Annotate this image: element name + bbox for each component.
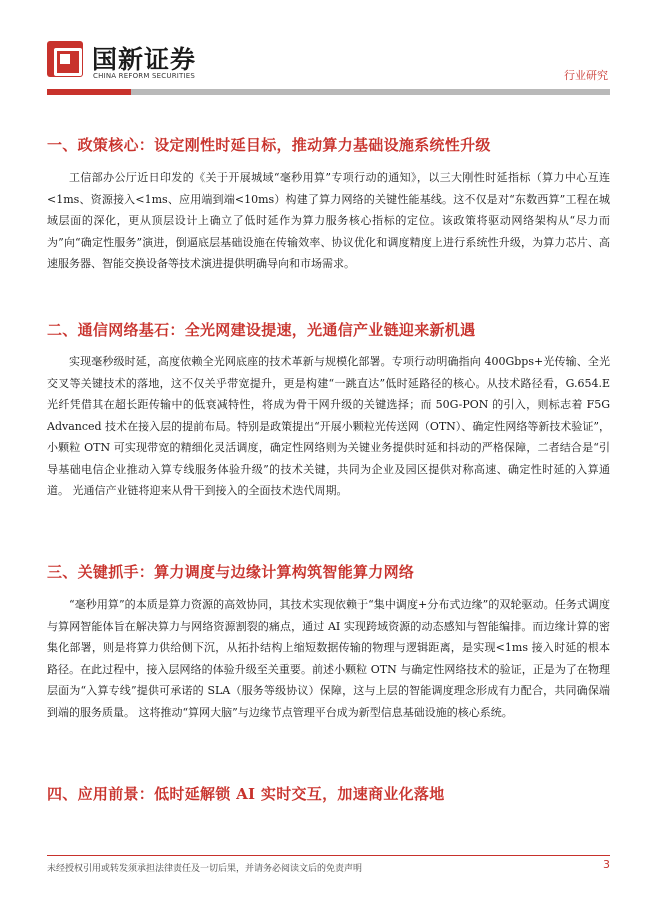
page-number: 3	[603, 858, 610, 871]
section-1-title: 一、政策核心：设定刚性时延目标，推动算力基础设施系统性升级	[47, 136, 491, 154]
header-divider	[47, 89, 610, 95]
header-divider-accent	[47, 89, 131, 95]
page-header	[0, 0, 662, 100]
footer-disclaimer: 未经授权引用或转发须承担法律责任及一切后果，并请务必阅读文后的免责声明	[47, 864, 363, 874]
section-2-title: 二、通信网络基石：全光网建设提速，光通信产业链迎来新机遇	[47, 321, 476, 339]
section-3-paragraph: “毫秒用算”的本质是算力资源的高效协同，其技术实现依赖于“集中调度+分布式边缘”的双轮驱动。任务式调度与算网智能体旨在解决算力与网络资源割裂的痛点，通过 AI 实现跨域资源的动态感知与智能编排。而边缘计算的密集化部署，则是将算力供给侧下沉，从拓扑结构上缩短数据传输的物理与逻辑距离，是实现<1ms 接入时延的根本路径。在此过程中，接入层网络的体验升级至关重要。前述小颗粒 OTN 与确定性网络技术的验证，正是为了在物理层面为“入算专线”提供可承诺的 SLA（服务等级协议）保障，这与上层的智能调度理念形成有力配合，共同确保端到端的服务质量。 这将推动“算网大脑”与边缘节点管理平台成为新型信息基础设施的核心系统。	[47, 598, 610, 719]
report-type-label: 行业研究	[564, 69, 608, 82]
company-logo-icon	[47, 41, 83, 77]
section-4-title: 四、应用前景：低时延解锁 AI 实时交互，加速商业化落地	[47, 785, 445, 803]
company-name-en: CHINA REFORM SECURITIES	[93, 72, 196, 80]
section-1-paragraph: 工信部办公厅近日印发的《关于开展城域“毫秒用算”专项行动的通知》，以三大刚性时延指标（算力中心互连<1ms、资源接入<1ms、应用端到端<10ms）构建了算力网络的关键性能基线。这不仅是对“东数西算”工程在城域层面的深化，更从顶层设计上确立了低时延作为算力服务核心指标的定位。该政策将驱动网络架构从“尽力而为”向“确定性服务”演进，倒逼底层基础设施在传输效率、协议优化和调度精度上进行系统性升级，为算力芯片、高速服务器、智能交换设备等技术演进提供明确导向和市场需求。	[47, 171, 610, 270]
footer-divider	[47, 855, 610, 856]
section-2-paragraph: 实现毫秒级时延，高度依赖全光网底座的技术革新与规模化部署。专项行动明确指向 400Gbps+光传输、全光交叉等关键技术的落地，这不仅关乎带宽提升，更是构建“一跳直达”低时延路径的核心。从技术路径看，G.654.E 光纤凭借其在超长距传输中的低衰减特性，将成为骨干网升级的关键选择；而 50G-PON 的引入，则标志着 F5G Advanced 技术在接入层的提前布局。特别是政策提出“开展小颗粒光传送网（OTN）、确定性网络等新技术验证”，小颗粒 OTN 可实现带宽的精细化灵活调度，确定性网络则为关键业务提供时延和抖动的严格保障，二者结合是“引导基础电信企业推动入算专线服务体验升级”的技术关键，共同为企业及园区提供对称高速、确定性时延的入算通道。 光通信产业链将迎来从骨干到接入的全面技术迭代周期。	[47, 355, 610, 497]
section-3-title: 三、关键抓手：算力调度与边缘计算构筑智能算力网络	[47, 563, 415, 581]
company-name-cn: 国新证券	[92, 45, 197, 74]
